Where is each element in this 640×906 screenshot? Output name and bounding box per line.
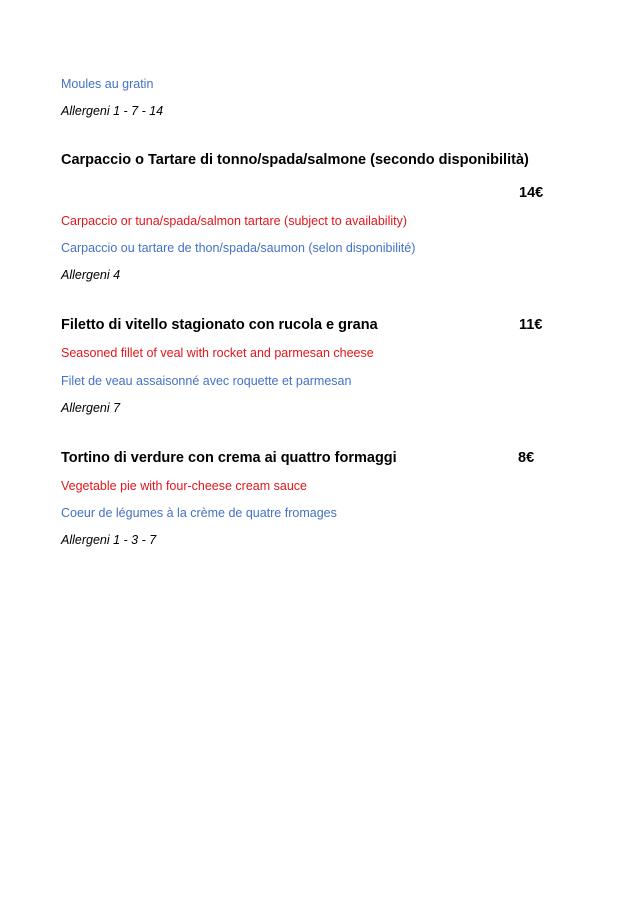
dish-english-description: Vegetable pie with four-cheese cream sauce — [61, 479, 307, 493]
intro-french-description: Moules au gratin — [61, 77, 154, 91]
dish-price: 14€ — [519, 185, 544, 201]
dish-title: Tortino di verdure con crema ai quattro formaggi — [61, 450, 397, 466]
dish-allergens: Allergeni 1 - 3 - 7 — [61, 533, 157, 547]
dish-english-description: Seasoned fillet of veal with rocket and parmesan cheese — [61, 346, 374, 360]
dish-french-description: Carpaccio ou tartare de thon/spada/saumon (selon disponibilité) — [61, 241, 416, 255]
dish-title: Carpaccio o Tartare di tonno/spada/salmone (secondo disponibilità) — [61, 152, 529, 168]
dish-french-description: Filet de veau assaisonné avec roquette et parmesan — [61, 374, 352, 388]
dish-allergens: Allergeni 7 — [61, 401, 121, 415]
dish-price: 11€ — [519, 317, 543, 333]
dish-title: Filetto di vitello stagionato con rucola e grana — [61, 317, 378, 333]
dish-allergens: Allergeni 4 — [61, 268, 121, 282]
dish-french-description: Coeur de légumes à la crème de quatre fromages — [61, 506, 337, 520]
dish-price: 8€ — [518, 450, 535, 466]
dish-english-description: Carpaccio or tuna/spada/salmon tartare (subject to availability) — [61, 214, 408, 228]
intro-allergens: Allergeni 1 - 7 - 14 — [61, 104, 164, 118]
